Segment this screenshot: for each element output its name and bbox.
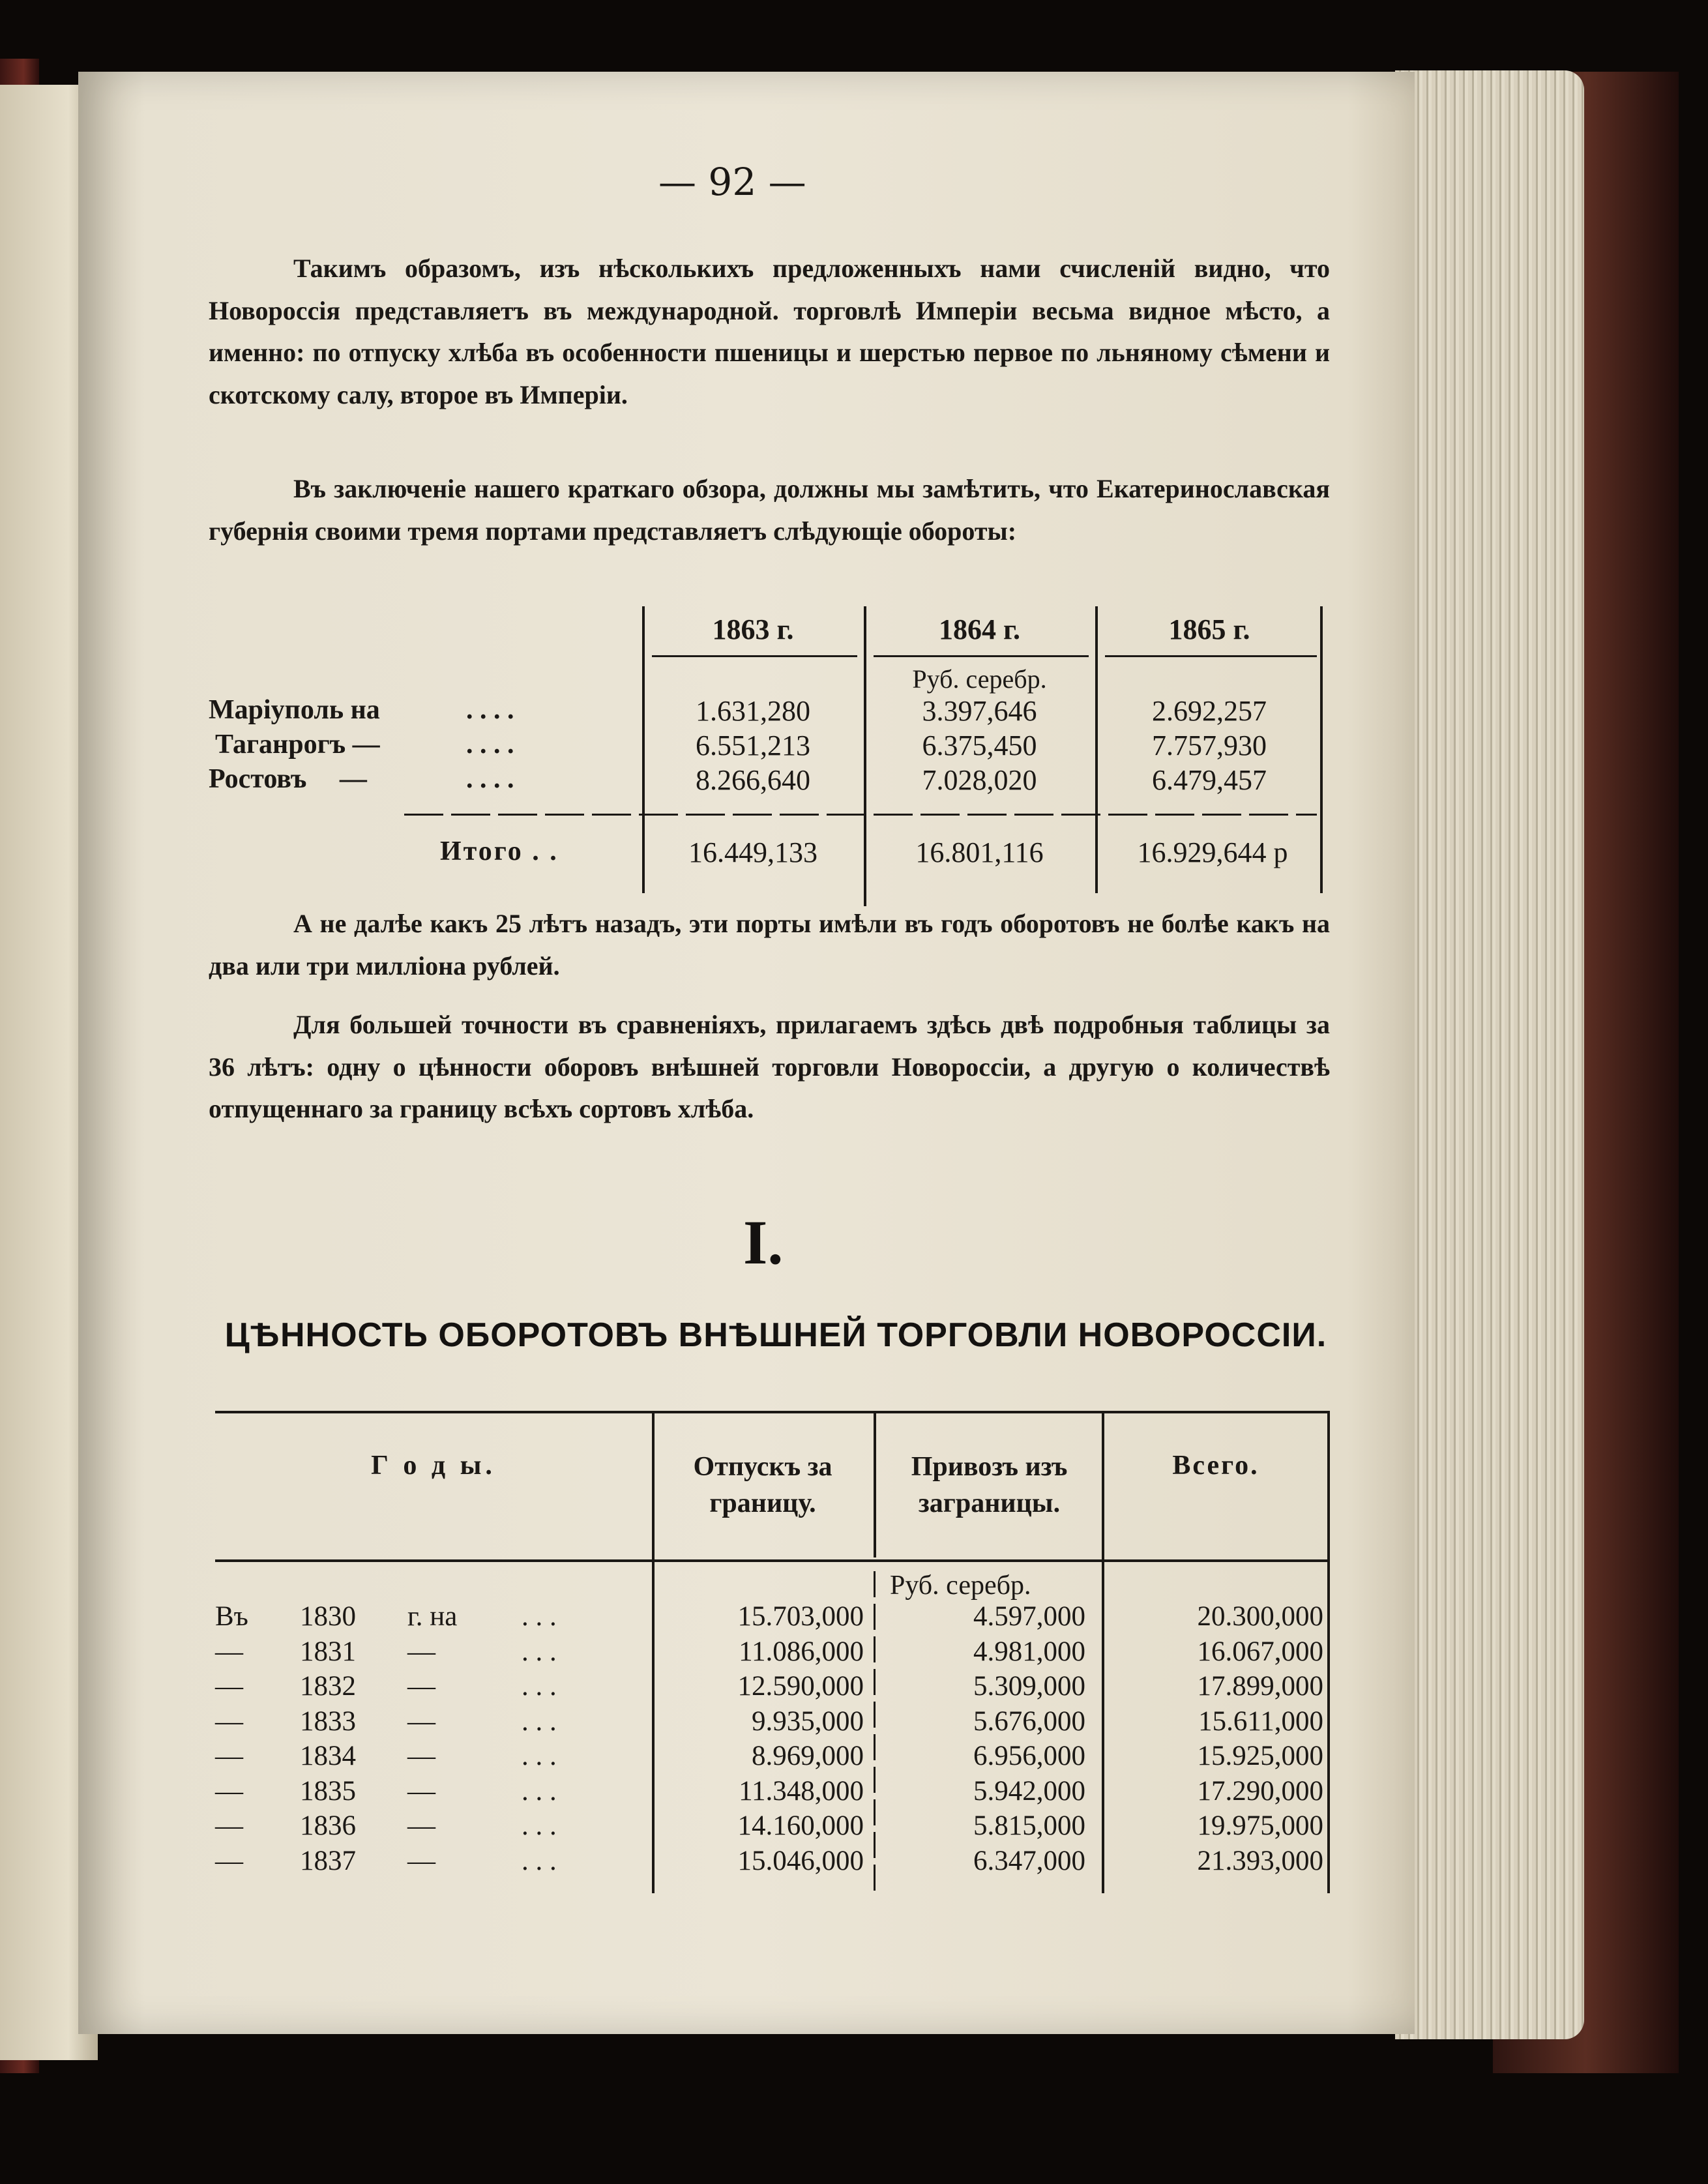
trade-cell-mark: — bbox=[407, 1810, 435, 1841]
section-title: ЦѢННОСТЬ ОБОРОТОВЪ ВНѢШНЕЙ ТОРГОВЛИ НОВОРОССІИ. bbox=[224, 1316, 1327, 1354]
port-value: 6.375,450 bbox=[922, 730, 1037, 761]
trade-cell-prefix: — bbox=[215, 1775, 243, 1807]
trade-cell-prefix: — bbox=[215, 1705, 243, 1737]
port-dots: . . . . bbox=[466, 764, 514, 794]
port-name: Ростовъ — bbox=[209, 764, 367, 794]
trade-cell-import: 4.981,000 bbox=[973, 1636, 1085, 1667]
trade-cell-mark: — bbox=[407, 1845, 435, 1876]
port-value: 6.551,213 bbox=[696, 730, 810, 761]
trade-cell-import: 5.815,000 bbox=[973, 1810, 1085, 1841]
trade-cell-total: 19.975,000 bbox=[1197, 1810, 1323, 1841]
trade-cell-mark: г. на bbox=[407, 1601, 458, 1632]
trade-cell-mark: — bbox=[407, 1671, 435, 1702]
trade-header-years: Г о д ы. bbox=[371, 1451, 496, 1481]
paragraph-4 bbox=[209, 1004, 1330, 1130]
trade-cell-total: 20.300,000 bbox=[1197, 1601, 1323, 1632]
trade-unit: Руб. серебр. bbox=[890, 1571, 1031, 1601]
trade-cell-total: 15.925,000 bbox=[1197, 1741, 1323, 1771]
trade-header-total: Всего. bbox=[1172, 1451, 1259, 1481]
trade-cell-year: 1831 bbox=[300, 1636, 356, 1667]
trade-cell-export: 11.348,000 bbox=[739, 1775, 864, 1807]
trade-cell-import: 5.676,000 bbox=[973, 1705, 1085, 1737]
ports-year-1864: 1864 г. bbox=[938, 613, 1021, 645]
trade-cell-dots: . . . bbox=[522, 1810, 557, 1841]
trade-cell-mark: — bbox=[407, 1636, 435, 1667]
port-value: 7.028,020 bbox=[922, 764, 1037, 796]
trade-cell-mark: — bbox=[407, 1775, 435, 1807]
trade-cell-prefix: — bbox=[215, 1636, 243, 1667]
ports-header-rule bbox=[1105, 655, 1317, 657]
trade-col-divider bbox=[1327, 1411, 1330, 1893]
trade-cell-import: 6.347,000 bbox=[973, 1845, 1085, 1876]
trade-cell-year: 1832 bbox=[300, 1671, 356, 1702]
trade-col-divider bbox=[652, 1411, 655, 1893]
trade-cell-prefix: — bbox=[215, 1671, 243, 1702]
trade-cell-prefix: Въ bbox=[215, 1601, 248, 1632]
trade-cell-dots: . . . bbox=[522, 1741, 557, 1771]
ports-year-1865: 1865 г. bbox=[1168, 613, 1250, 645]
trade-cell-mark: — bbox=[407, 1705, 435, 1737]
trade-cell-export: 8.969,000 bbox=[752, 1741, 864, 1771]
trade-cell-total: 16.067,000 bbox=[1197, 1636, 1323, 1667]
trade-cell-export: 14.160,000 bbox=[737, 1810, 864, 1841]
port-name: Маріуполь на bbox=[209, 695, 380, 725]
trade-header-rule bbox=[215, 1559, 1330, 1562]
port-dots: . . . . bbox=[466, 730, 514, 760]
trade-cell-dots: . . . bbox=[522, 1601, 557, 1632]
trade-cell-import: 5.309,000 bbox=[973, 1671, 1085, 1702]
port-value: 1.631,280 bbox=[696, 695, 810, 727]
port-value: 2.692,257 bbox=[1152, 695, 1267, 727]
trade-cell-year: 1830 bbox=[300, 1601, 356, 1632]
trade-cell-export: 9.935,000 bbox=[752, 1705, 864, 1737]
trade-cell-export: 11.086,000 bbox=[739, 1636, 864, 1667]
ports-year-1863: 1863 г. bbox=[712, 613, 794, 645]
ports-col-divider bbox=[642, 606, 645, 893]
trade-cell-total: 17.290,000 bbox=[1197, 1775, 1323, 1807]
trade-col-divider bbox=[874, 1571, 876, 1891]
trade-cell-export: 15.703,000 bbox=[737, 1601, 864, 1632]
port-value: 6.479,457 bbox=[1152, 764, 1267, 796]
trade-cell-dots: . . . bbox=[522, 1775, 557, 1807]
paragraph-2-text: Въ заключеніе нашего краткаго обзора, должны мы замѣтить, что Екатеринославская губернія своими тремя портами представляетъ слѣдующіе обороты: bbox=[209, 474, 1330, 546]
ports-total-value: 16.801,116 bbox=[915, 836, 1044, 868]
section-numeral: I. bbox=[743, 1207, 784, 1277]
port-value: 3.397,646 bbox=[922, 695, 1037, 727]
paragraph-4-text: Для большей точности въ сравненіяхъ, прилагаемъ здѣсь двѣ подробныя таблицы за 36 лѣтъ: одну о цѣнности оборовъ внѣшней торговли Новороссіи, а другую о количествѣ отпущеннаго за границу всѣхъ сортовъ хлѣба. bbox=[209, 1010, 1330, 1123]
paragraph-1 bbox=[209, 248, 1330, 416]
ports-total-value: 16.449,133 bbox=[688, 836, 817, 868]
trade-cell-prefix: — bbox=[215, 1845, 243, 1876]
ports-header-rule bbox=[874, 655, 1089, 657]
page-edges bbox=[1395, 70, 1584, 2039]
trade-cell-total: 21.393,000 bbox=[1197, 1845, 1323, 1876]
trade-cell-dots: . . . bbox=[522, 1845, 557, 1876]
ports-total-value: 16.929,644 р bbox=[1137, 836, 1288, 868]
port-value: 8.266,640 bbox=[696, 764, 810, 796]
page-number: — 92 — bbox=[658, 160, 806, 204]
trade-header-import: Привозъ изъ заграницы. bbox=[911, 1452, 1068, 1518]
trade-header-export: Отпускъ за границу. bbox=[693, 1452, 832, 1518]
trade-cell-total: 15.611,000 bbox=[1198, 1705, 1323, 1737]
port-name: Таганрогъ — bbox=[215, 730, 380, 760]
trade-cell-year: 1836 bbox=[300, 1810, 356, 1841]
trade-cell-import: 5.942,000 bbox=[973, 1775, 1085, 1807]
trade-col-divider bbox=[874, 1411, 876, 1557]
trade-cell-dots: . . . bbox=[522, 1671, 557, 1702]
paragraph-3-text: А не далѣе какъ 25 лѣтъ назадъ, эти порты имѣли въ годъ оборотовъ не болѣе какъ на два или три милліона рублей. bbox=[209, 909, 1330, 981]
trade-top-rule bbox=[215, 1411, 1330, 1413]
trade-cell-total: 17.899,000 bbox=[1197, 1671, 1323, 1702]
paragraph-2 bbox=[209, 468, 1330, 552]
trade-cell-dots: . . . bbox=[522, 1636, 557, 1667]
trade-cell-dots: . . . bbox=[522, 1705, 557, 1737]
trade-cell-prefix: — bbox=[215, 1741, 243, 1771]
trade-cell-year: 1834 bbox=[300, 1741, 356, 1771]
ports-table bbox=[209, 606, 1330, 906]
ports-col-divider bbox=[864, 606, 866, 906]
ports-col-divider bbox=[1095, 606, 1098, 893]
ports-header-rule bbox=[652, 655, 857, 657]
ports-total-rule bbox=[404, 814, 1317, 816]
trade-cell-export: 15.046,000 bbox=[737, 1845, 864, 1876]
trade-cell-import: 6.956,000 bbox=[973, 1741, 1085, 1771]
trade-col-divider bbox=[1102, 1411, 1104, 1893]
trade-cell-year: 1835 bbox=[300, 1775, 356, 1807]
paragraph-3 bbox=[209, 903, 1330, 987]
trade-cell-export: 12.590,000 bbox=[737, 1671, 864, 1702]
port-value: 7.757,930 bbox=[1152, 730, 1267, 761]
port-dots: . . . . bbox=[466, 695, 514, 725]
trade-cell-year: 1833 bbox=[300, 1705, 356, 1737]
ports-unit: Руб. серебр. bbox=[912, 664, 1047, 694]
trade-cell-prefix: — bbox=[215, 1810, 243, 1841]
ports-total-label: Итого . . bbox=[440, 836, 559, 866]
paragraph-1-text: Такимъ образомъ, изъ нѣсколькихъ предложенныхъ нами счисленій видно, что Новороссія представляетъ въ международной. торговлѣ Имперіи весьма видное мѣсто, а именно: по отпуску хлѣба въ особенности пшеницы и шерстью первое по льняному сѣмени и скотскому салу, второе въ Имперіи. bbox=[209, 254, 1330, 409]
trade-cell-mark: — bbox=[407, 1741, 435, 1771]
trade-cell-import: 4.597,000 bbox=[973, 1601, 1085, 1632]
trade-cell-year: 1837 bbox=[300, 1845, 356, 1876]
trade-table bbox=[215, 1402, 1336, 1897]
